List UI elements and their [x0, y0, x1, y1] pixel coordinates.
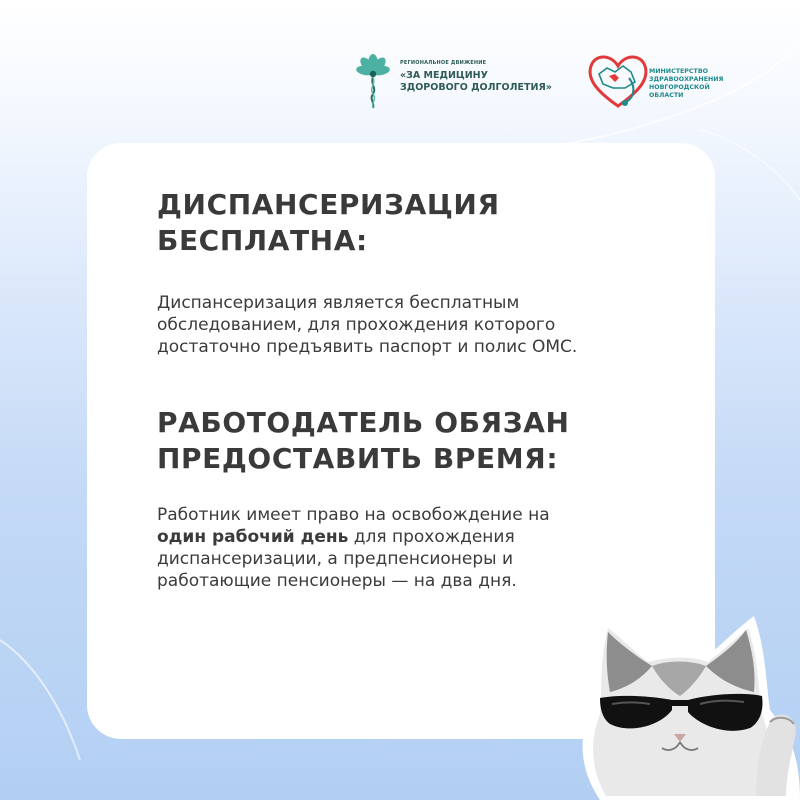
ministry-name: МИНИСТЕРСТВО ЗДРАВООХРАНЕНИЯ НОВГОРОДСКОЙ ОБЛАСТИ: [649, 68, 724, 99]
heading-free-checkup: ДИСПАНСЕРИЗАЦИЯ БЕСПЛАТНА:: [157, 188, 500, 257]
movement-caption: РЕГИОНАЛЬНОЕ ДВИЖЕНИЕ: [400, 60, 487, 66]
heart-map-stethoscope-icon: [585, 48, 651, 114]
ministry-logo: [585, 48, 724, 114]
paragraph-free-checkup: Диспансеризация является бесплатным обследованием, для прохождения которого достаточно предъявить паспорт и полис ОМС.: [157, 293, 578, 357]
paragraph-employer-obliged: Работник имеет право на освобождение на один рабочий день для прохождения диспансеризации, а предпенсионеры и работающие пенсионеры — на два дня.: [157, 505, 550, 591]
cat-with-sunglasses-icon: [560, 600, 800, 800]
movement-name: «ЗА МЕДИЦИНУ ЗДОРОВОГО ДОЛГОЛЕТИЯ»: [400, 70, 552, 93]
tree-of-life-icon: [350, 50, 396, 110]
heading-employer-obliged: РАБОТОДАТЕЛЬ ОБЯЗАН ПРЕДОСТАВИТЬ ВРЕМЯ:: [157, 406, 570, 475]
bold-one-working-day: один рабочий день: [157, 527, 349, 547]
movement-logo: [350, 50, 560, 110]
